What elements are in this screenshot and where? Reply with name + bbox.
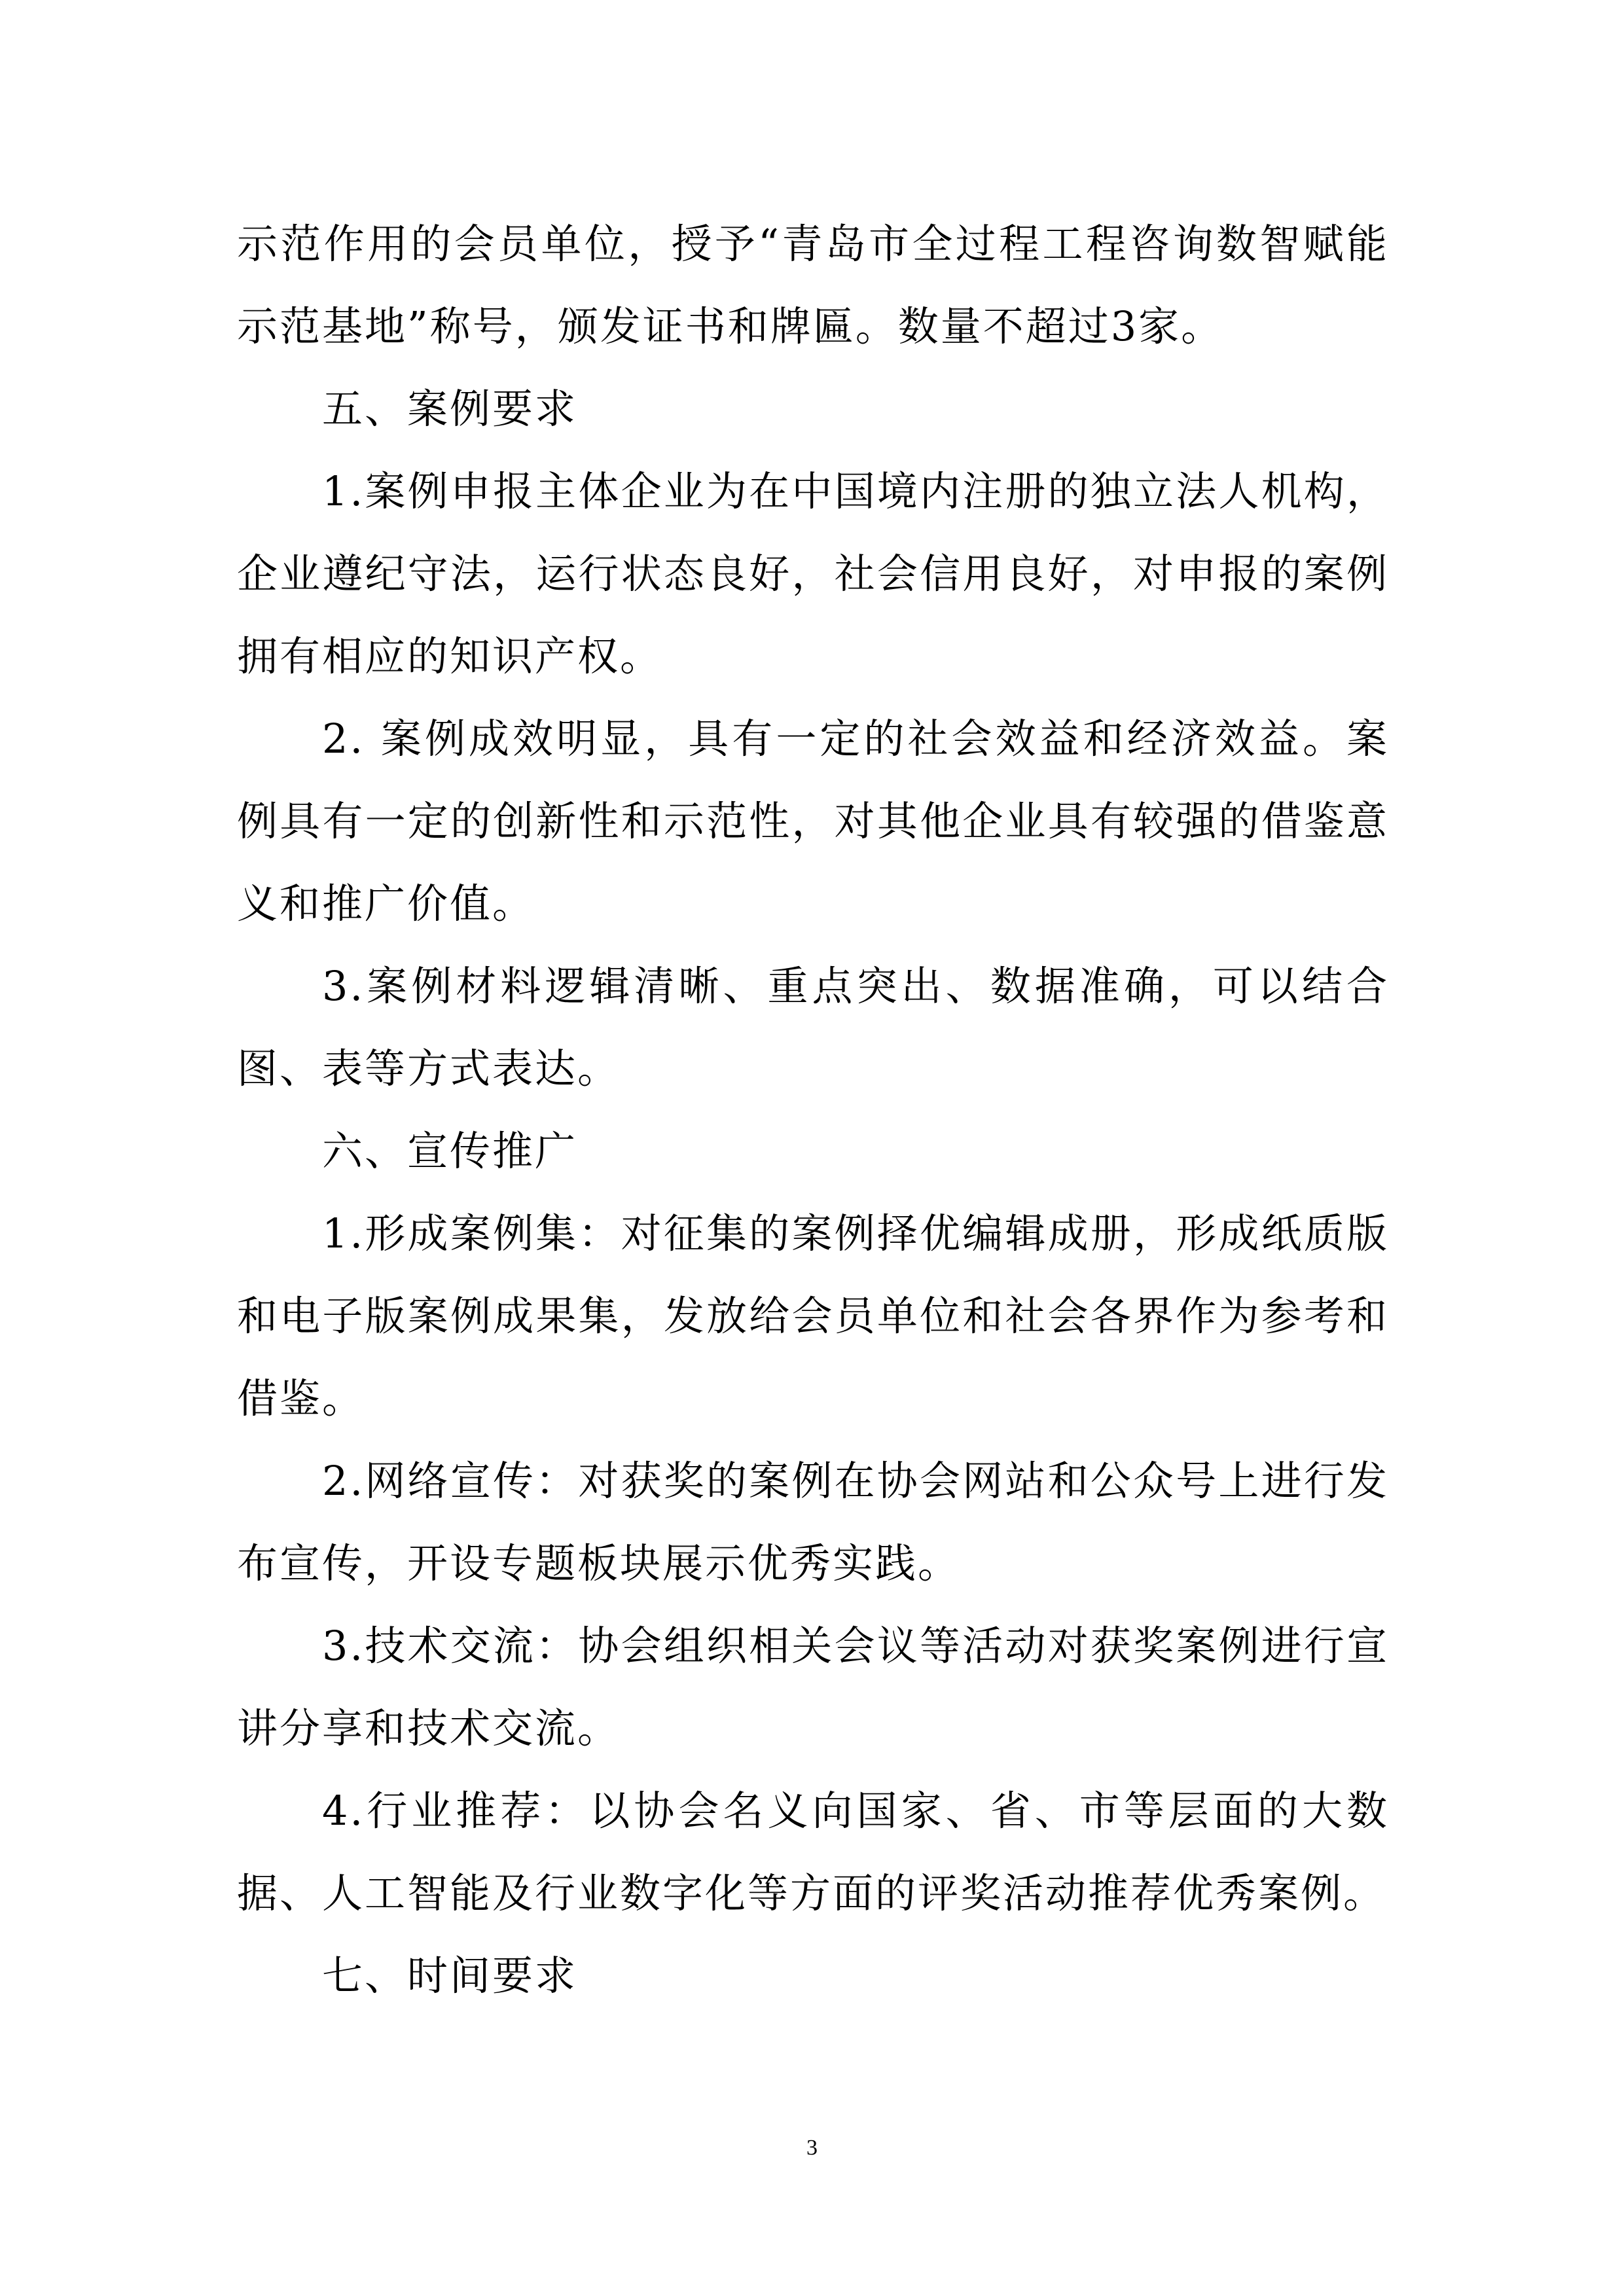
section-heading-promotion: 六、宣传推广 — [322, 1127, 578, 1175]
paragraph-promotion-4: 4.行业推荐：以协会名义向国家、省、市等层面的大数据、人工智能及行业数字化等方面的评奖活动推荐优秀案例。 — [237, 1787, 1389, 1917]
paragraph-case-requirement-1: 1.案例申报主体企业为在中国境内注册的独立法人机构，企业遵纪守法，运行状态良好，社会信用良好，对申报的案例拥有相应的知识产权。 — [237, 467, 1389, 680]
paragraph-case-requirement-3: 3.案例材料逻辑清晰、重点突出、数据准确，可以结合图、表等方式表达。 — [237, 962, 1389, 1092]
paragraph-promotion-3: 3.技术交流：协会组织相关会议等活动对获奖案例进行宣讲分享和技术交流。 — [237, 1622, 1389, 1752]
paragraph-award-continuation: 示范作用的会员单位，授予“青岛市全过程工程咨询数智赋能示范基地”称号，颁发证书和牌匾。数量不超过3家。 — [237, 220, 1389, 350]
document-body — [237, 203, 1389, 2017]
section-heading-case-requirements: 五、案例要求 — [322, 385, 578, 433]
paragraph-promotion-1: 1.形成案例集：对征集的案例择优编辑成册，形成纸质版和电子版案例成果集，发放给会员单位和社会各界作为参考和借鉴。 — [237, 1210, 1389, 1422]
paragraph-promotion-2: 2.网络宣传：对获奖的案例在协会网站和公众号上进行发布宣传，开设专题板块展示优秀实践。 — [237, 1457, 1389, 1587]
section-heading-time-requirements: 七、时间要求 — [322, 1952, 578, 2000]
page-number: 3 — [806, 2136, 818, 2160]
paragraph-case-requirement-2: 2. 案例成效明显，具有一定的社会效益和经济效益。案例具有一定的创新性和示范性，对其他企业具有较强的借鉴意义和推广价值。 — [237, 715, 1389, 927]
